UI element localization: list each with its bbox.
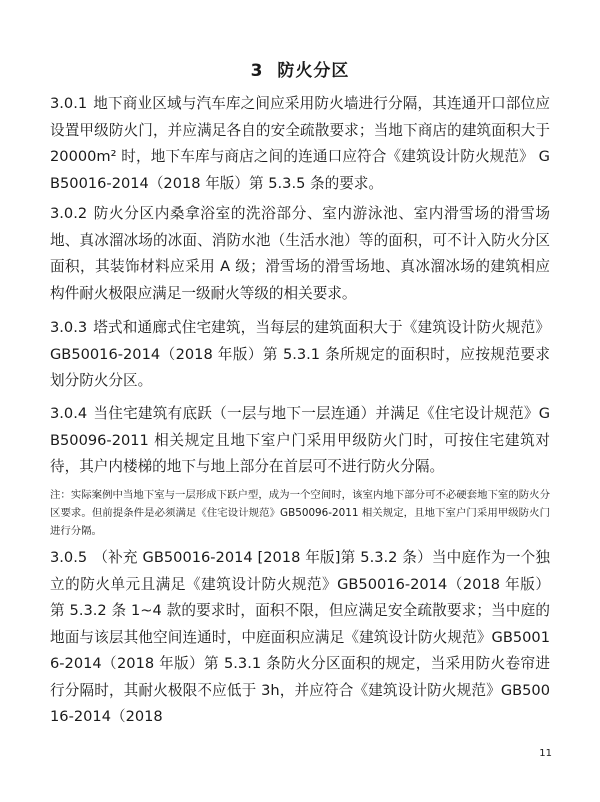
clause-text: 当住宅建筑有底跃（一层与地下一层连通）并满足《住宅设计规范》GB50096-2011 相关规定且地下室户门采用甲级防火门时，可按住宅建筑对待，其户内楼梯的地下与地上部分在首层可不进行防火分隔。: [50, 405, 550, 475]
clause-3-0-5: [50, 545, 550, 731]
section-heading: [0, 56, 600, 81]
clause-number: 3.0.4: [50, 405, 88, 422]
clause-3-0-2: [50, 201, 550, 307]
note: 注：实际案例中当地下室与一层形成下跃户型，成为一个空间时，该室内地下部分可不必硬套地下室的防火分区要求。但前提条件是必须满足《住宅设计规范》GB50096-2011 相关规定，且地下室户门采用甲级防火门进行分隔。: [50, 489, 550, 537]
section-number: 3: [250, 61, 264, 81]
page-number: 11: [539, 748, 552, 759]
clause-3-0-1: [50, 91, 550, 197]
clause-text: （补充 GB50016-2014 [2018 年版]第 5.3.2 条）当中庭作为一个独立的防火单元且满足《建筑设计防火规范》GB50016-2014（2018 年版）第 5.3.2 条 1~4 款的要求时，面积不限，但应满足安全疏散要求；当中庭的地面与该层其他空间连通时，中庭面积应满足《建筑设计防火规范》GB50016-2014（2018 年版）第 5.3.1 条防火分区面积的规定，当采用防火卷帘进行分隔时，其耐火极限不应低于 3h，并应符合《建筑设计防火规范》GB50016-2014（2018: [50, 549, 550, 725]
clause-number: 3.0.3: [50, 319, 88, 336]
clause-text: 防火分区内桑拿浴室的洗浴部分、室内游泳池、室内滑雪场的滑雪场地、真冰溜冰场的冰面、消防水池（生活水池）等的面积，可不计入防火分区面积，其装饰材料应采用 A 级；滑雪场的滑雪场地、真冰溜冰场的建筑相应构件耐火极限应满足一级耐火等级的相关要求。: [50, 205, 550, 302]
clause-text: 塔式和通廊式住宅建筑，当每层的建筑面积大于《建筑设计防火规范》GB50016-2014（2018 年版）第 5.3.1 条所规定的面积时，应按规范要求划分防火分区。: [50, 319, 550, 389]
section-title: 防火分区: [277, 61, 350, 81]
clause-3-0-3: [50, 315, 550, 395]
clause-text: 地下商业区域与汽车库之间应采用防火墙进行分隔，其连通开口部位应设置甲级防火门，并应满足各自的安全疏散要求；当地下商店的建筑面积大于 20000m² 时，地下车库与商店之间的连通口应符合《建筑设计防火规范》 GB50016-2014（2018 年版）第 5.3.5 条的要求。: [50, 95, 550, 192]
clause-number: 3.0.2: [50, 205, 88, 222]
clause-number: 3.0.1: [50, 95, 88, 112]
clause-3-0-4: [50, 401, 550, 481]
clause-number: 3.0.5: [50, 549, 88, 566]
